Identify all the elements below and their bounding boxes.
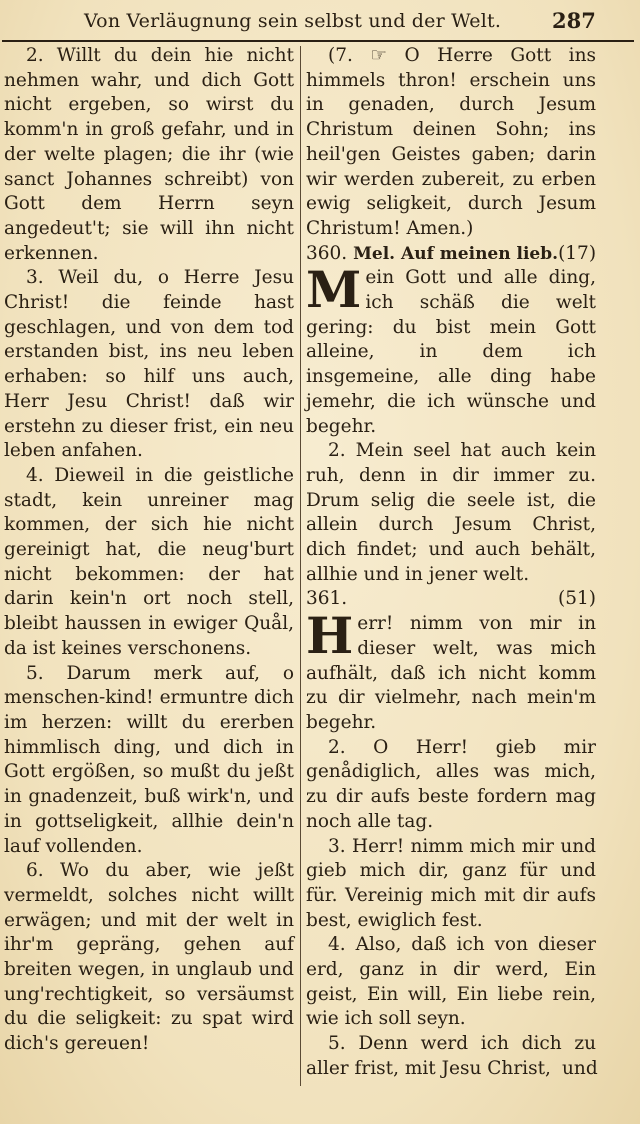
verse: 6. Wo du aber, wie jeßt vermeldt, solches nicht willt erwägen; und mit der welt in ihr'm gepräng, gehen auf breiten wegen, in unglaub und ung'rechtigkeit, so versäumst du die seligkeit: zu spat wird dich's gereuen! [4, 860, 294, 1055]
verse: 3. Herr! nimm mich mir und gieb mich dir, ganz für und für. Vereinig mich mit dir aufs best, ewiglich fest. [306, 835, 596, 931]
column-divider [300, 46, 301, 1086]
verse: 5. Darum merk auf, o menschen-kind! ermuntre dich im herzen: willt du ererben himmlisch ding, und dich in Gott ergößen, so mußt du jeßt in gnadenzeit, buß wirk'n, und in gottseligkeit, allhie dein'n lauf vollenden. [4, 662, 294, 857]
left-column [4, 44, 294, 1057]
drop-initial: H [306, 606, 354, 666]
verse: 4. Also, daß ich von dieser erd, ganz in dir werd, Ein geist, Ein will, Ein liebe rein, wie ich soll seyn. [306, 934, 596, 1030]
verse: 5. Denn werd ich dich zu aller frist, mit Jesu Christ, [306, 1033, 596, 1079]
page-number: 287 [552, 8, 596, 33]
verse: 4. Dieweil in die geistliche stadt, kein unreiner mag kommen, der sich hie nicht gereinigt hat, die neug'burt nicht bekommen: der hat darin kein'n ort noch stell, bleibt haussen in ewiger Quål, da ist keines verschonens. [4, 464, 294, 659]
header-rule [2, 40, 634, 42]
page-header [0, 6, 640, 36]
verse-text: err! nimm von mir in dieser welt, was mich aufhält, daß ich nicht komm zu dir vielmehr, nach mein'm begehr. [306, 613, 596, 733]
hymn-360-heading [306, 242, 596, 267]
verse: 3. Weil du, o Herre Jesu Christ! die feinde hast geschlagen, und von dem tod erstanden bist, ins neu leben erhaben: so hilf uns auch, Herr Jesu Christ! daß wir erstehn zu dieser frist, ein neu leben anfahen. [4, 267, 294, 462]
verse: 2. Mein seel hat auch kein ruh, denn in dir immer zu. Drum selig die seele ist, die allein durch Jesum Christ, dich findet; und auch behält, allhie und in jener welt. [306, 440, 596, 585]
hymn-number: 361. [306, 588, 348, 610]
tune-reference: (51) [558, 588, 596, 610]
verse: 2. Willt du dein hie nicht nehmen wahr, und dich Gott nicht ergeben, so wirst du komm'n in groß gefahr, und in der welte plagen; die ihr (wie sanct Johannes schreibt) von Gott dem Herrn seyn angedeut't; sie will ihn nicht erkennen. [4, 45, 294, 264]
hymn-360-verse-1 [306, 260, 596, 439]
tune-reference: (17) [558, 242, 597, 264]
closing-verse: (7. ☞ O Herre Gott ins himmels thron! erschein uns in genaden, durch Jesum Christum deinen Sohn; ins heil'gen Geistes gaben; darin wir werden zubereit, zu erben ewig seligkeit, durch Jesum Christum! Amen.) [306, 45, 596, 239]
verse: 2. O Herr! gieb mir genådiglich, alles was mich, zu dir aufs beste fordern mag noch alle tag. [306, 736, 596, 832]
hymn-number: 360. [306, 242, 348, 264]
drop-initial: M [306, 260, 362, 320]
verse-text: ein Gott und alle ding, ich schäß die welt gering: du bist mein Gott alleine, in dem ich insgemeine, alle ding habe jemehr, die ich wünsche und begehr. [306, 267, 596, 437]
hymn-tune: Mel. Auf meinen lieb. [353, 243, 559, 264]
catchword: und [562, 1058, 598, 1079]
running-title: Von Verläugnung sein selbst und der Welt. [84, 10, 502, 32]
right-column [306, 44, 596, 1082]
hymn-361-verse-1 [306, 606, 596, 736]
